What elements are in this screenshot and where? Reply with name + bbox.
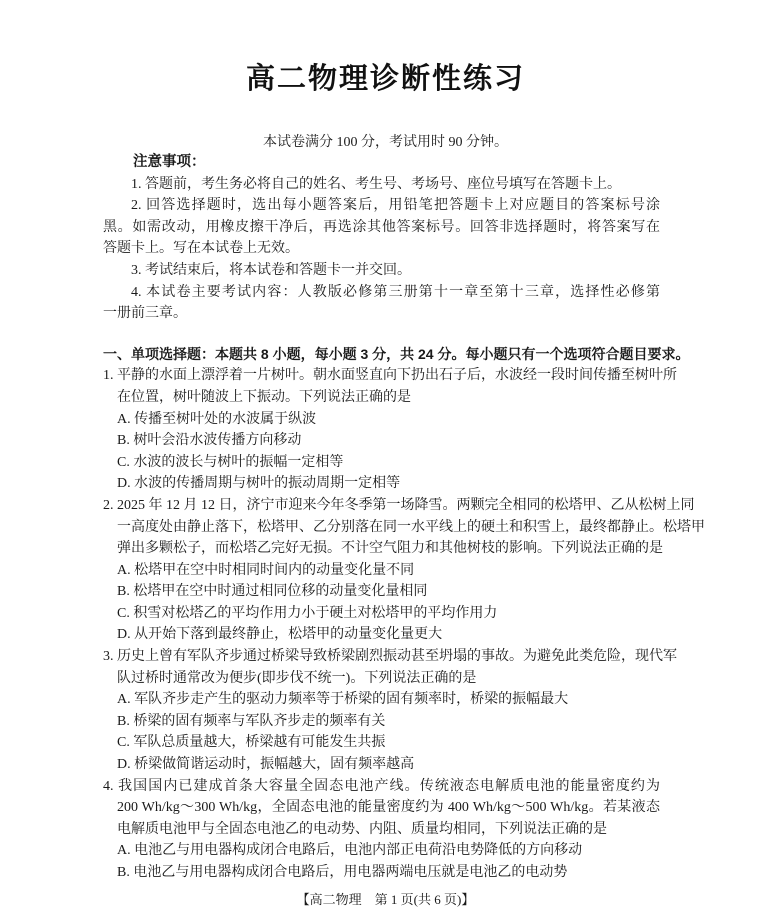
notice-line: 2. 回答选择题时，选出每小题答案后，用铅笔把答题卡上对应题目的答案标号涂 — [131, 198, 660, 214]
question — [103, 776, 660, 884]
option-A: A. 军队齐步走产生的驱动力频率等于桥梁的固有频率时，桥梁的振幅最大 — [117, 692, 569, 708]
question-stem-line: 200 Wh/kg～300 Wh/kg，全固态电池的能量密度约为 400 Wh/kg～500 Wh/kg。若某液态 — [117, 800, 660, 816]
question-list — [103, 365, 705, 883]
notice-item — [103, 174, 660, 196]
option-C: C. 军队总质量越大，桥梁越有可能发生共振 — [117, 735, 386, 751]
option-D: D. 桥梁做简谐运动时，振幅越大，固有频率越高 — [117, 757, 415, 773]
section-heading: 一、单项选择题：本题共 8 小题，每小题 3 分，共 24 分。每小题只有一个选项符合题目要求。 — [103, 345, 690, 362]
question-stem-line: 1. 平静的水面上漂浮着一片树叶。朝水面竖直向下扔出石子后，水波经一段时间传播至树叶所 — [103, 368, 677, 384]
notice-item — [103, 282, 660, 325]
notice-item — [103, 260, 660, 282]
question-stem-line: 队过桥时通常改为便步(即步伐不统一)。下列说法正确的是 — [117, 670, 477, 686]
option-B: B. 电池乙与用电器构成闭合电路后，用电器两端电压就是电池乙的电动势 — [117, 865, 568, 880]
option-D: D. 水波的传播周期与树叶的振动周期一定相等 — [117, 476, 401, 492]
exam-info: 本试卷满分 100 分，考试用时 90 分钟。 — [263, 135, 508, 150]
option-C: C. 积雪对松塔乙的平均作用力小于硬土对松塔甲的平均作用力 — [117, 605, 498, 621]
option-A: A. 松塔甲在空中时相同时间内的动量变化量不同 — [117, 562, 415, 578]
notice-heading: 注意事项： — [133, 154, 206, 170]
question-stem-line: 电解质电池甲与全固态电池乙的电动势、内阻、质量均相同，下列说法正确的是 — [117, 821, 607, 837]
question-stem-line: 弹出多颗松子，而松塔乙完好无损。不计空气阻力和其他树枝的影响。下列说法正确的是 — [117, 541, 663, 557]
question-stem-line: 3. 历史上曾有军队齐步通过桥梁导致桥梁剧烈振动甚至坍塌的事故。为避免此类危险，现代军 — [103, 649, 677, 665]
page-title: 高二物理诊断性练习 — [245, 63, 525, 95]
option-C: C. 水波的波长与树叶的振幅一定相等 — [117, 454, 344, 470]
exam-content — [103, 152, 705, 884]
option-D: D. 从开始下落到最终静止，松塔甲的动量变化量更大 — [117, 627, 443, 643]
notice-item — [103, 195, 660, 260]
question-stem-line: 2. 2025 年 12 月 12 日，济宁市迎来今年冬季第一场降雪。两颗完全相同的松塔甲、乙从松树上同 — [103, 497, 695, 513]
question-stem-line: 在位置，树叶随波上下振动。下列说法正确的是 — [117, 389, 411, 405]
option-A: A. 传播至树叶处的水波属于纵波 — [117, 411, 317, 427]
notice-line: 1. 答题前，考生务必将自己的姓名、考生号、考场号、座位号填写在答题卡上。 — [131, 176, 621, 192]
question — [103, 646, 677, 776]
option-B: B. 桥梁的固有频率与军队齐步走的频率有关 — [117, 713, 386, 729]
question — [103, 495, 705, 646]
page-footer: 【高二物理 第 1 页(共 6 页)】 — [296, 892, 475, 907]
notice-line: 3. 考试结束后，将本试卷和答题卡一并交回。 — [131, 262, 411, 278]
notice-line: 答题卡上。写在本试卷上无效。 — [103, 241, 299, 257]
notice-line: 黑。如需改动，用橡皮擦干净后，再选涂其他答案标号。回答非选择题时，将答案写在 — [103, 219, 660, 235]
notice-line: 4. 本试卷主要考试内容：人教版必修第三册第十一章至第十三章，选择性必修第 — [131, 284, 660, 300]
option-A: A. 电池乙与用电器构成闭合电路后，电池内部正电荷沿电势降低的方向移动 — [117, 843, 583, 859]
notice-line: 一册前三章。 — [103, 306, 187, 322]
question-stem-line: 一高度处由静止落下，松塔甲、乙分别落在同一水平线上的硬土和积雪上，最终都静止。松塔甲 — [117, 519, 705, 535]
question — [103, 365, 677, 495]
option-B: B. 松塔甲在空中时通过相同位移的动量变化量相同 — [117, 584, 428, 600]
question-stem-line: 4. 我国国内已建成首条大容量全固态电池产线。传统液态电解质电池的能量密度约为 — [103, 778, 660, 794]
notice-list — [103, 174, 660, 325]
option-B: B. 树叶会沿水波传播方向移动 — [117, 433, 302, 449]
